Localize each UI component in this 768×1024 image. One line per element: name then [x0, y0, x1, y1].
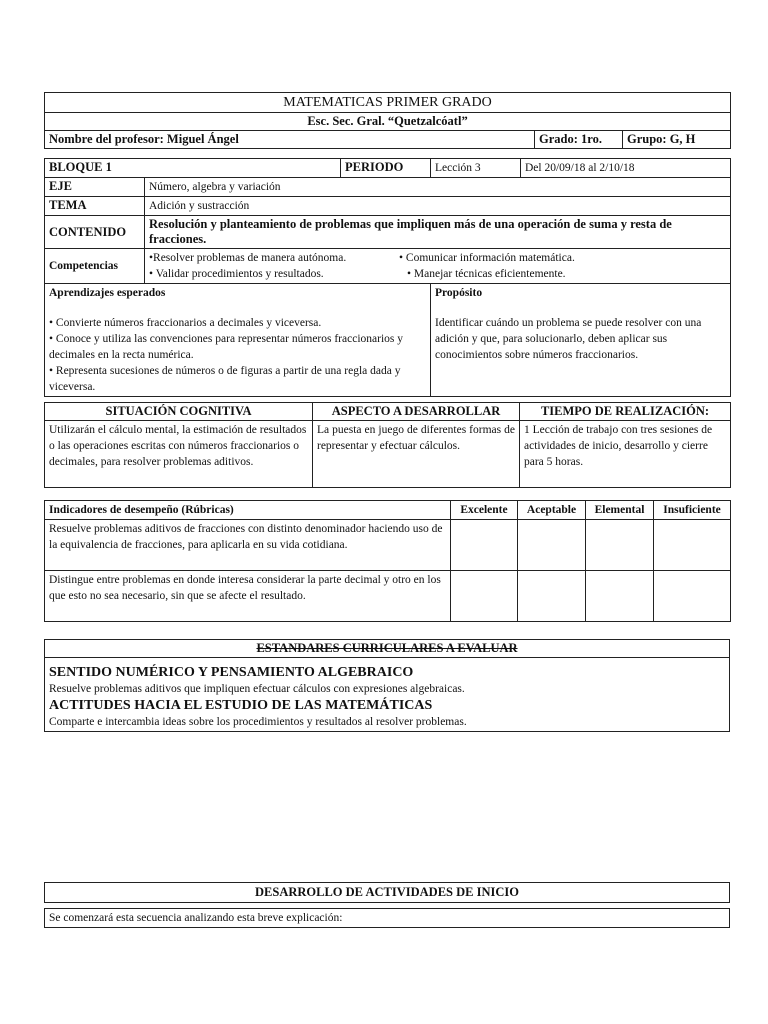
competencia-item: • Comunicar información matemática. [399, 252, 575, 264]
estandar-heading: ACTITUDES HACIA EL ESTUDIO DE LAS MATEMÁTICAS [49, 698, 433, 713]
indicador-text: Resuelve problemas aditivos de fracciones con distinto denominador haciendo uso de la equivalencia de fracciones, para aplicarla en su vida cotidiana. [45, 520, 451, 571]
periodo-dates: Del 20/09/18 al 2/10/18 [521, 159, 731, 178]
eje-value: Número, algebra y variación [145, 178, 731, 197]
estandar-heading: SENTIDO NUMÉRICO Y PENSAMIENTO ALGEBRAICO [49, 665, 414, 680]
grade: Grado: 1ro. [535, 131, 623, 149]
block-table [44, 158, 731, 397]
rating-cell [518, 520, 586, 571]
aceptable-header: Aceptable [518, 501, 586, 520]
aprendizaje-item: • Representa sucesiones de números o de figuras a partir de una regla dada y viceversa. [49, 365, 401, 393]
desarrollo-text-table [44, 908, 730, 928]
aspecto-text: La puesta en juego de diferentes formas de representar y efectuar cálculos. [313, 421, 520, 488]
rating-cell [654, 520, 731, 571]
table-row [45, 571, 731, 622]
table-row [45, 520, 731, 571]
aprendizaje-item: • Conoce y utiliza las convenciones para representar números fraccionarios y decimales en la recta numérica. [49, 333, 403, 361]
estandar-text: Comparte e intercambia ideas sobre los procedimientos y resultados al resolver problemas. [49, 716, 467, 728]
indicador-text: Distingue entre problemas en donde interesa considerar la parte decimal y otro en los que esto no sea necesario, sin que se afecte el resultado. [45, 571, 451, 622]
header-table [44, 92, 731, 149]
rating-cell [586, 571, 654, 622]
bloque-label: BLOQUE 1 [45, 159, 341, 178]
leccion: Lección 3 [431, 159, 521, 178]
document-title: MATEMATICAS PRIMER GRADO [45, 93, 731, 113]
desarrollo-title-table [44, 882, 730, 903]
indicadores-header: Indicadores de desempeño (Rúbricas) [45, 501, 451, 520]
tiempo-header: TIEMPO DE REALIZACIÓN: [520, 403, 731, 421]
contenido-label: CONTENIDO [45, 216, 145, 249]
proposito-text: Identificar cuándo un problema se puede resolver con una adición y que, para solucionarlo, deben aplicar sus conocimientos sobre números fraccionarios. [435, 317, 702, 361]
insuficiente-header: Insuficiente [654, 501, 731, 520]
rating-cell [451, 520, 518, 571]
group: Grupo: G, H [623, 131, 731, 149]
competencias-label: Competencias [45, 249, 145, 284]
situacion-table [44, 402, 731, 488]
aprendizajes-cell [45, 284, 431, 397]
estandares-body [45, 658, 730, 732]
competencia-item: •Resolver problemas de manera autónoma. [149, 252, 347, 264]
tema-value: Adición y sustracción [145, 197, 731, 216]
rating-cell [518, 571, 586, 622]
elemental-header: Elemental [586, 501, 654, 520]
estandar-text: Resuelve problemas aditivos que impliquen efectuar cálculos con expresiones algebraicas. [49, 683, 465, 695]
excelente-header: Excelente [451, 501, 518, 520]
tiempo-text: 1 Lección de trabajo con tres sesiones de actividades de inicio, desarrollo y cierre para 5 horas. [520, 421, 731, 488]
estandares-title: ESTANDARES CURRICULARES A EVALUAR [45, 640, 730, 658]
aprendizaje-item: • Convierte números fraccionarios a decimales y viceversa. [49, 317, 322, 329]
rating-cell [451, 571, 518, 622]
desarrollo-text: Se comenzará esta secuencia analizando esta breve explicación: [45, 909, 730, 928]
situacion-header: SITUACIÓN COGNITIVA [45, 403, 313, 421]
situacion-text: Utilizarán el cálculo mental, la estimación de resultados o las operaciones escritas con números fraccionarios o decimales, para resolver problemas aditivos. [45, 421, 313, 488]
competencia-item: • Manejar técnicas eficientemente. [407, 268, 566, 280]
competencias-list [145, 249, 731, 284]
periodo-label: PERIODO [341, 159, 431, 178]
estandares-table [44, 639, 730, 732]
tema-label: TEMA [45, 197, 145, 216]
teacher-name: Nombre del profesor: Miguel Ángel [45, 131, 535, 149]
contenido-value: Resolución y planteamiento de problemas que impliquen más de una operación de suma y resta de fracciones. [145, 216, 731, 249]
aspecto-header: ASPECTO A DESARROLLAR [313, 403, 520, 421]
proposito-label: Propósito [435, 287, 483, 299]
proposito-cell [431, 284, 731, 397]
rating-cell [654, 571, 731, 622]
eje-label: EJE [45, 178, 145, 197]
indicadores-table [44, 500, 731, 622]
desarrollo-title: DESARROLLO DE ACTIVIDADES DE INICIO [45, 883, 730, 903]
aprendizajes-label: Aprendizajes esperados [49, 287, 166, 299]
competencia-item: • Validar procedimientos y resultados. [149, 268, 324, 280]
school-name: Esc. Sec. Gral. “Quetzalcóatl” [45, 113, 731, 131]
rating-cell [586, 520, 654, 571]
